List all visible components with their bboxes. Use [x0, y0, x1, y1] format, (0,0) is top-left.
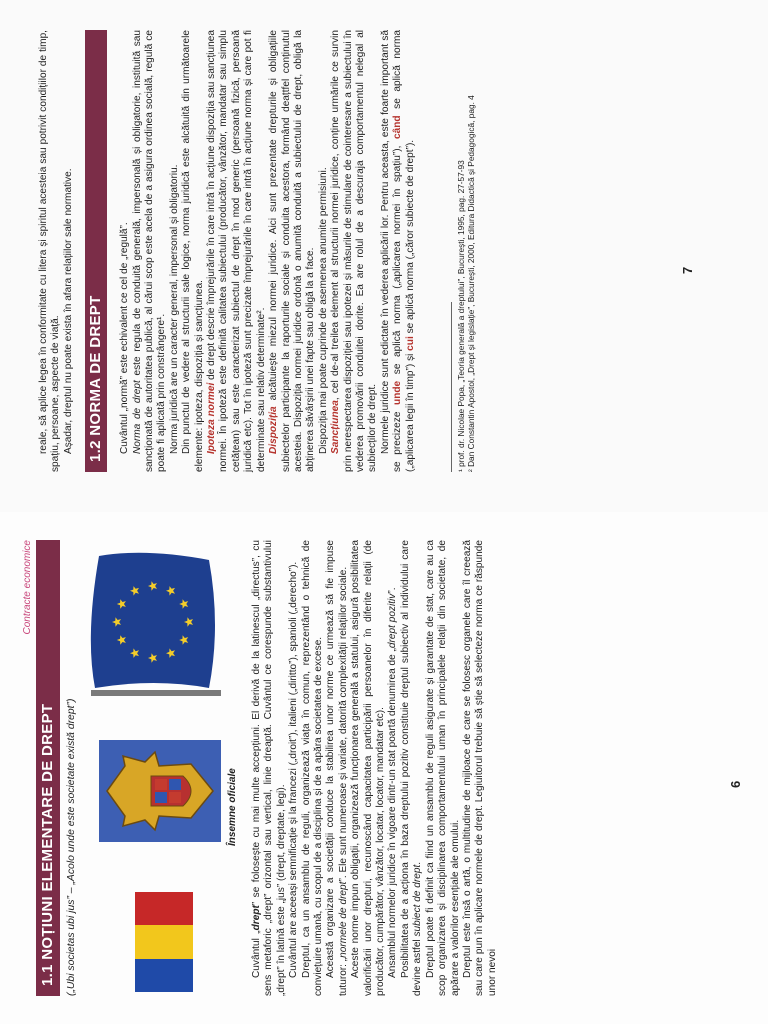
- romanian-coat-of-arms-image: [95, 736, 225, 846]
- crest-quarter-1: [155, 792, 167, 803]
- norma-paragraph-2: [132, 30, 169, 472]
- term-normele-de-drept: normele de drept: [337, 881, 349, 958]
- page-six: [0, 512, 768, 1024]
- kw-unde: unde: [392, 380, 404, 405]
- sanctiunea-text: , cel de-al treilea element al structurii normei juridice, conține urmările ce survin prin nerespectarea dispoziției sau ipotezei și măsurile de stimulare de cointeresare a subiectului în vederea promovării conduitei dorite. Ea are rolul de a descuraja comportamentul nelegal al subiecților de drept.: [330, 30, 379, 472]
- term-subiect-de-drept: subiect de drept: [412, 864, 424, 937]
- term-ipoteza: Ipoteza normei: [206, 382, 218, 454]
- aplicare-text-d: se aplică norma („căror subiecte de drept”).: [404, 139, 416, 337]
- drept-paragraph-1: [251, 540, 288, 996]
- norma-paragraph-1: Cuvântul „normă” este echivalent ce cel de „regulă”.: [119, 222, 131, 454]
- drept-p7-a: Posibilitatea de a acționa în baza dreptului pozitiv constituie dreptul subiectiv al individului care devine astfel: [399, 540, 424, 996]
- romanian-flag-image: [135, 892, 193, 992]
- kw-cui: cui: [404, 336, 416, 351]
- crest-quarter-3: [169, 792, 181, 803]
- section-heading-norma: 1.2 NORMA DE DREPT: [85, 30, 107, 472]
- norma-paragraph-dispozitia: [268, 30, 318, 472]
- running-head: Contracte economice: [22, 540, 33, 635]
- term-dispozitia: Dispoziția: [268, 406, 280, 454]
- norma-paragraph-ipoteza: [206, 30, 268, 472]
- drept-p1-b: ” se folosește cu mai multe accepțiuni. El derivă de la latinescul „directus”, cu sens metaforic „drept” orizontal sau vertical, linie dreaptă. Cuvântul ce corespunde substantivului „drept” în latină este „jus” (drept, dreptate, legi).: [251, 540, 287, 996]
- drept-paragraph-2: Cuvântul are aceeași semnificație și la francezi („droit”), italieni („diritto”), spanioli („derecho”).: [288, 561, 300, 978]
- term-drept-pozitiv: drept pozitiv: [387, 593, 399, 649]
- eu-flag-field: [91, 553, 215, 688]
- norma-paragraph-4: Din punctul de vedere al structurii sale logice, norma juridică este alcătuită din următoarele elemente: ipoteza, dispoziția și sancțiunea.: [181, 30, 205, 472]
- footnote-2: ² Dan Constantin Apostol, „Drept și legislație”, București, 2000, Editura Didactică și Pedagogică, pag. 4: [465, 95, 476, 472]
- intro-paragraph-1: reale, să aplice legea în conformitate cu litera și spiritul acesteia sau potrivit condițiilor de timp, spațiu, persoane, aspecte de viață.: [38, 30, 62, 472]
- norma-paragraph-2-text: este regula de conduită generală, impersonală și obligatorie, instituită sau sancționată de autoritatea publică, al cărui scop este acela de a asigura ordinea socială, regulă ce poate fi aplicată prin constrângere¹.: [131, 30, 168, 472]
- drept-paragraph-5: Aceste norme impun obligații, organizează funcționarea generală a statului, asigură posibilitatea valorificării unor drepturi, recunoscând capacitatea participării persoanelor în diferite relații (de producător, cumpărător, vânzător, locatar, locator, mandatar etc).: [350, 540, 387, 996]
- drept-paragraph-8: Dreptul poate fi definit ca fiind un ansamblu de reguli asigurate și garantate de stat, care au ca scop organizarea și disciplinarea comportamentului uman în principalele relații din societate, de apărare a valorilor esențiale ale omului.: [424, 540, 461, 996]
- term-sanctiunea: Sancțiunea: [330, 400, 342, 454]
- drept-p6-a: Ansamblul normelor juridice în vigoare dintr-un stat poartă denumirea de „: [387, 648, 399, 978]
- official-insignia: [85, 540, 245, 996]
- flag-stripe-blue: [135, 959, 193, 992]
- section-heading-notiuni: 1.1 NOȚIUNI ELEMENTARE DE DREPT: [36, 540, 60, 996]
- drept-paragraph-7: [400, 540, 425, 996]
- drept-paragraph-3: Dreptul, ca un ansamblu de reguli, organizează viața în comun, reprezentând o tehnică de conviețuire umană, cu scopul de a disciplina și de a apăra societatea de excese.: [300, 540, 325, 996]
- drept-paragraph-4: [325, 540, 350, 996]
- european-flag-image: [85, 546, 225, 696]
- crest-quarter-2: [155, 779, 167, 790]
- norma-paragraph-permisiuni: Dispoziția mai poate cuprinde de asemenea anumite permisiuni.: [317, 167, 329, 454]
- drept-p4-a: Această organizare a societății conduce la stabilirea unor norme ce urmează să fie impuse tuturor: „: [325, 540, 349, 996]
- norma-paragraph-aplicare: [380, 30, 417, 472]
- drept-p6-b: ”.: [387, 587, 399, 594]
- norma-paragraph-sanctiunea: [330, 30, 380, 472]
- page-number-6: 6: [728, 780, 743, 788]
- page-six-content: [0, 512, 768, 1024]
- drept-paragraph-6: [387, 540, 399, 996]
- intro-paragraph-2: Așadar, dreptul nu poate exista în afara relațiilor sale normative.: [62, 168, 74, 454]
- page-number-7: 7: [680, 266, 695, 274]
- term-norma-de-drept: Norma de drept: [131, 380, 143, 454]
- aplicare-text-a: Normele juridice sunt edictate în vederea aplicării lor. Pentru aceasta, este foarte important să se precizeze: [379, 30, 404, 472]
- dispozitia-text: alcătuiește miezul normei juridice. Aici sunt prezentate drepturile și obligațiile subiectelor participante la raporturile sociale și conduita acestora, formând deațtfel conținutul acesteia. Dispoziția normei juridice ordonă o anumită conduită a subiectului de drept, obligă la abținerea săvârșirii unei fapte sau obligă la a face.: [268, 30, 317, 472]
- flag-pole: [91, 690, 221, 696]
- drept-p1-a: Cuvântul „: [251, 930, 262, 978]
- drept-paragraph-9: Dreptul este însă o artă, o multitudine de mijloace de care se folosesc organele care îl creează sau care pun în aplicare normele de drept. Legiuitorul trebuie să știe să selecteze norma ce răspunde unor nevoi: [461, 540, 498, 996]
- crest-quarter-4: [169, 779, 181, 790]
- drept-p4-b: ”. Ele sunt numeroase și variate, datorită complexității relațiilor sociale.: [337, 566, 349, 882]
- motto: („Ubi societas ubi jus” – „Acolo unde este societate există drept”): [66, 698, 77, 996]
- flag-stripe-red: [135, 892, 193, 925]
- footnote-1: ¹ prof. dr. Nicolae Popa, „Teoria generală a dreptului”, București, 1995, pag. 27-57-93: [455, 160, 466, 472]
- kw-cand: când: [392, 115, 404, 139]
- insignia-caption: Însemne oficiale: [227, 768, 238, 846]
- aplicare-text-c: se aplică norma („aplicarea legii în timp”) și: [392, 29, 416, 472]
- norma-paragraph-3: Norma juridică are un caracter general, impersonal și obligatoriu.: [168, 164, 180, 454]
- flag-stripe-yellow: [135, 925, 193, 958]
- aplicare-text-b: se aplică norma („aplicarea normei în spațiu”),: [392, 138, 404, 381]
- term-drept: drept: [251, 905, 262, 931]
- drept-p7-b: .: [412, 861, 424, 865]
- ipoteza-text: de drept descrie împrejurările în care intră în acțiune dispoziția sau sancțiunea normei. În ipoteză este definită calitatea subiectului (producător, vânzător, mandatar sau simplu cetățean) sau este caracterizat subiectul de drept în mod generic (persoană fizică, persoană juridică etc). Tot în ipoteză sunt precizate împrejurările în care intră în acțiune norma și care pot fi determinate sau relativ determinate².: [206, 30, 267, 472]
